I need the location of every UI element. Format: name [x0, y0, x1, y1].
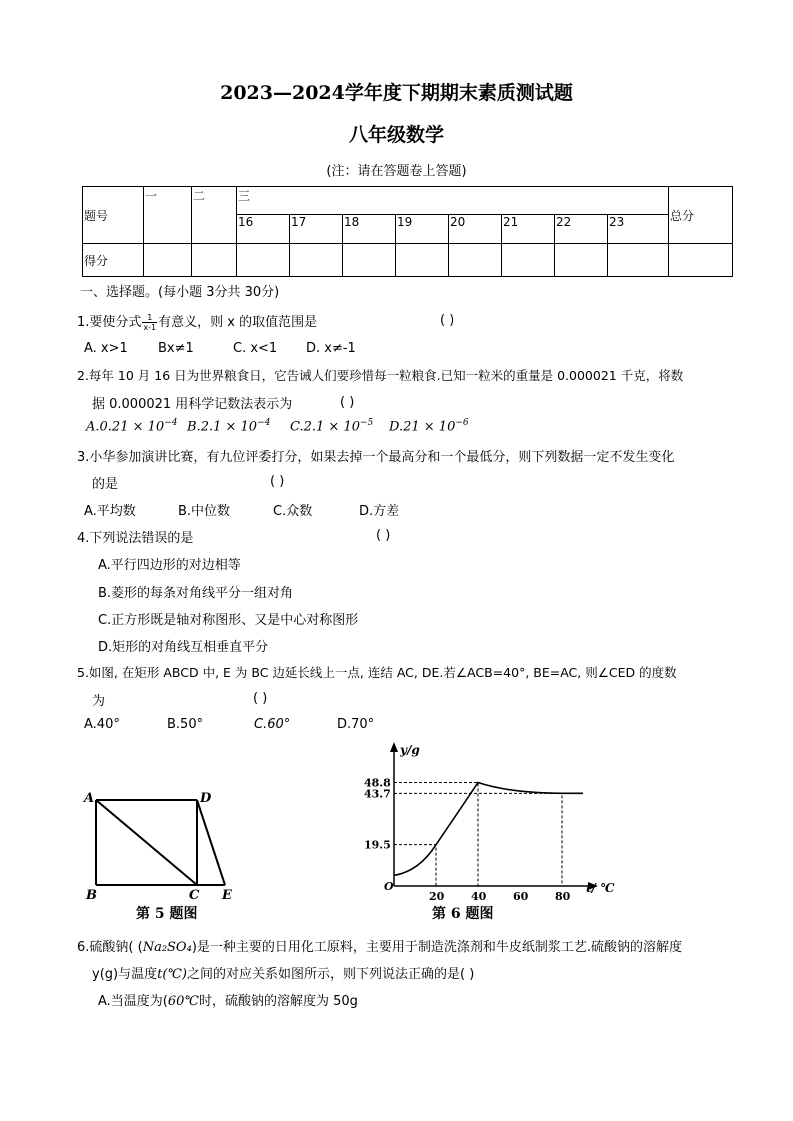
q4-option-c: C.正方形既是轴对称图形、又是中心对称图形	[98, 613, 359, 628]
q1-suffix: 有意义，则 x 的取值范围是	[158, 315, 318, 330]
y-tick-label: 43.7	[364, 787, 391, 801]
q6-suffix: )是一种主要的日用化工原料，主要用于制造洗涤剂和牛皮纸制浆工艺.硫酸钠的溶解度	[191, 940, 683, 955]
score-cell	[608, 244, 669, 277]
sub-col-17: 17	[290, 215, 343, 244]
q2-a-letter: A.	[86, 419, 100, 435]
col-total: 总分	[669, 187, 733, 244]
y-tick-label: 19.5	[364, 838, 391, 852]
col-section-1: 一	[144, 187, 192, 244]
question-3-line-1: 3.小华参加演讲比赛，有九位评委打分，如果去掉一个最高分和一个最低分，则下列数据一定不发生变化	[77, 450, 675, 465]
q4-option-b: B.菱形的每条对角线平分一组对角	[98, 586, 294, 601]
q3-answer-paren: ( )	[270, 474, 285, 489]
question-1-stem	[77, 311, 317, 332]
q2-c-exponent: −5	[360, 418, 374, 428]
x-tick-label: 80	[555, 890, 571, 903]
sub-col-16: 16	[237, 215, 290, 244]
page-title: 2023—2024学年度下期期末素质测试题	[220, 82, 573, 104]
sub-col-18: 18	[343, 215, 396, 244]
q6-line2-b: 之间的对应关系如图所示，则下列说法正确的是( )	[187, 967, 475, 982]
score-cell	[192, 244, 237, 277]
q1-frac-den: x-1	[143, 323, 157, 332]
segment-de	[197, 800, 225, 885]
question-6-line-1	[77, 936, 682, 955]
question-2-line-1: 2.每年 10 月 16 日为世界粮食日，它告诫人们要珍惜每一粒粮食.已知一粒米的重量是 0.000021 千克，将数	[77, 368, 684, 383]
exam-note: (注：请在答题卷上答题)	[326, 164, 467, 179]
question-3-line-2: 的是	[92, 477, 119, 492]
sub-col-23: 23	[608, 215, 669, 244]
q6-line2-a: y(g)与温度	[92, 967, 158, 982]
q2-a-exponent: −4	[164, 418, 178, 428]
score-cell	[555, 244, 608, 277]
question-5-line-2: 为	[92, 694, 106, 709]
figure-6-chart	[360, 740, 640, 926]
x-axis-label: t/ ℃	[586, 881, 615, 895]
diagonal-ac	[96, 800, 197, 885]
x-tick-label: 40	[471, 890, 487, 903]
score-cell	[290, 244, 343, 277]
q5-option-a: A.40°	[84, 717, 120, 732]
point-d-label: D	[200, 791, 212, 806]
q5-option-b: B.50°	[167, 717, 204, 732]
q6-a-suffix: 时，硫酸钠的溶解度为 50g	[198, 994, 358, 1009]
col-section-3: 三	[237, 187, 669, 215]
solubility-curve	[394, 783, 583, 876]
figure-6-caption: 第 6 题图	[432, 906, 494, 922]
row-label-question-number: 题号	[83, 187, 144, 244]
sub-col-19: 19	[396, 215, 449, 244]
score-cell	[502, 244, 555, 277]
question-6-line-2	[92, 963, 474, 982]
q3-option-a: A.平均数	[84, 504, 136, 519]
q2-a-mantissa: 0.21 × 10	[99, 419, 165, 435]
q2-answer-paren: ( )	[340, 395, 355, 410]
q6-prefix: 6.硫酸钠( (	[77, 940, 143, 955]
q3-option-d: D.方差	[359, 504, 400, 519]
q1-option-b: Bx≠1	[158, 341, 194, 356]
q6-line2-var: t(℃)	[157, 967, 188, 982]
q6-a-var: 60℃	[167, 994, 199, 1009]
y-tick-label: 48.8	[364, 776, 391, 790]
sub-col-20: 20	[449, 215, 502, 244]
x-tick-label: 60	[513, 890, 529, 903]
q2-option-a	[86, 418, 177, 434]
q5-option-d: D.70°	[337, 717, 375, 732]
q1-option-d: D. x≠-1	[306, 341, 356, 356]
score-cell	[144, 244, 192, 277]
sub-col-21: 21	[502, 215, 555, 244]
score-table	[82, 186, 733, 277]
section-heading: 一、选择题。(每小题 3分共 30分)	[80, 285, 280, 300]
y-axis-arrow	[390, 742, 398, 752]
point-e-label: E	[222, 888, 232, 903]
q5-option-c: C.60°	[254, 717, 291, 732]
q2-option-c	[290, 418, 373, 434]
q2-d-mantissa: 21 × 10	[403, 419, 456, 435]
q1-option-c: C. x<1	[233, 341, 278, 356]
score-cell	[237, 244, 290, 277]
q2-option-b	[187, 418, 270, 434]
col-section-2: 二	[192, 187, 237, 244]
figure-5-diagram	[80, 782, 250, 927]
origin-label: O	[384, 880, 394, 893]
q2-b-mantissa: 2.1 × 10	[200, 419, 258, 435]
q2-b-letter: B.	[187, 419, 201, 435]
q2-option-d	[389, 418, 469, 434]
question-2-line-2: 据 0.000021 用科学记数法表示为	[92, 397, 293, 412]
q1-answer-paren: ( )	[440, 313, 455, 328]
question-5-line-1: 5.如图, 在矩形 ABCD 中, E 为 BC 边延长线上一点, 连结 AC, DE.若∠ACB=40°, BE=AC, 则∠CED 的度数	[77, 665, 677, 680]
score-cell	[669, 244, 733, 277]
q3-option-c: C.众数	[273, 504, 313, 519]
page-subtitle: 八年级数学	[348, 124, 444, 146]
figure-5-caption: 第 5 题图	[136, 906, 198, 922]
q4-answer-paren: ( )	[376, 528, 391, 543]
y-axis-label: y/g	[400, 743, 420, 757]
question-4-stem: 4.下列说法错误的是	[77, 531, 194, 546]
score-cell	[396, 244, 449, 277]
point-b-label: B	[86, 888, 97, 903]
q1-fraction	[142, 313, 157, 332]
q6-a-prefix: A.当温度为(	[98, 994, 168, 1009]
sub-col-22: 22	[555, 215, 608, 244]
row-label-score: 得分	[83, 244, 144, 277]
q1-prefix: 1.要使分式	[77, 315, 142, 330]
q2-c-mantissa: 2.1 × 10	[303, 419, 360, 435]
q2-b-exponent: −4	[257, 418, 271, 428]
score-cell	[343, 244, 396, 277]
q6-formula: Na₂SO₄	[142, 940, 192, 955]
q3-option-b: B.中位数	[178, 504, 231, 519]
x-tick-label: 20	[429, 890, 445, 903]
point-c-label: C	[189, 888, 200, 903]
q2-d-exponent: −6	[455, 418, 469, 428]
q1-option-a: A. x>1	[84, 341, 128, 356]
score-cell	[449, 244, 502, 277]
point-a-label: A	[84, 791, 95, 806]
q4-option-d: D.矩形的对角线互相垂直平分	[98, 640, 269, 655]
q5-answer-paren: ( )	[253, 691, 268, 706]
guide-20	[394, 845, 436, 886]
q4-option-a: A.平行四边形的对边相等	[98, 558, 241, 573]
q1-frac-num: 1	[142, 313, 157, 323]
q2-c-letter: C.	[290, 419, 304, 435]
q6-option-a	[98, 990, 358, 1009]
q2-d-letter: D.	[389, 419, 404, 435]
